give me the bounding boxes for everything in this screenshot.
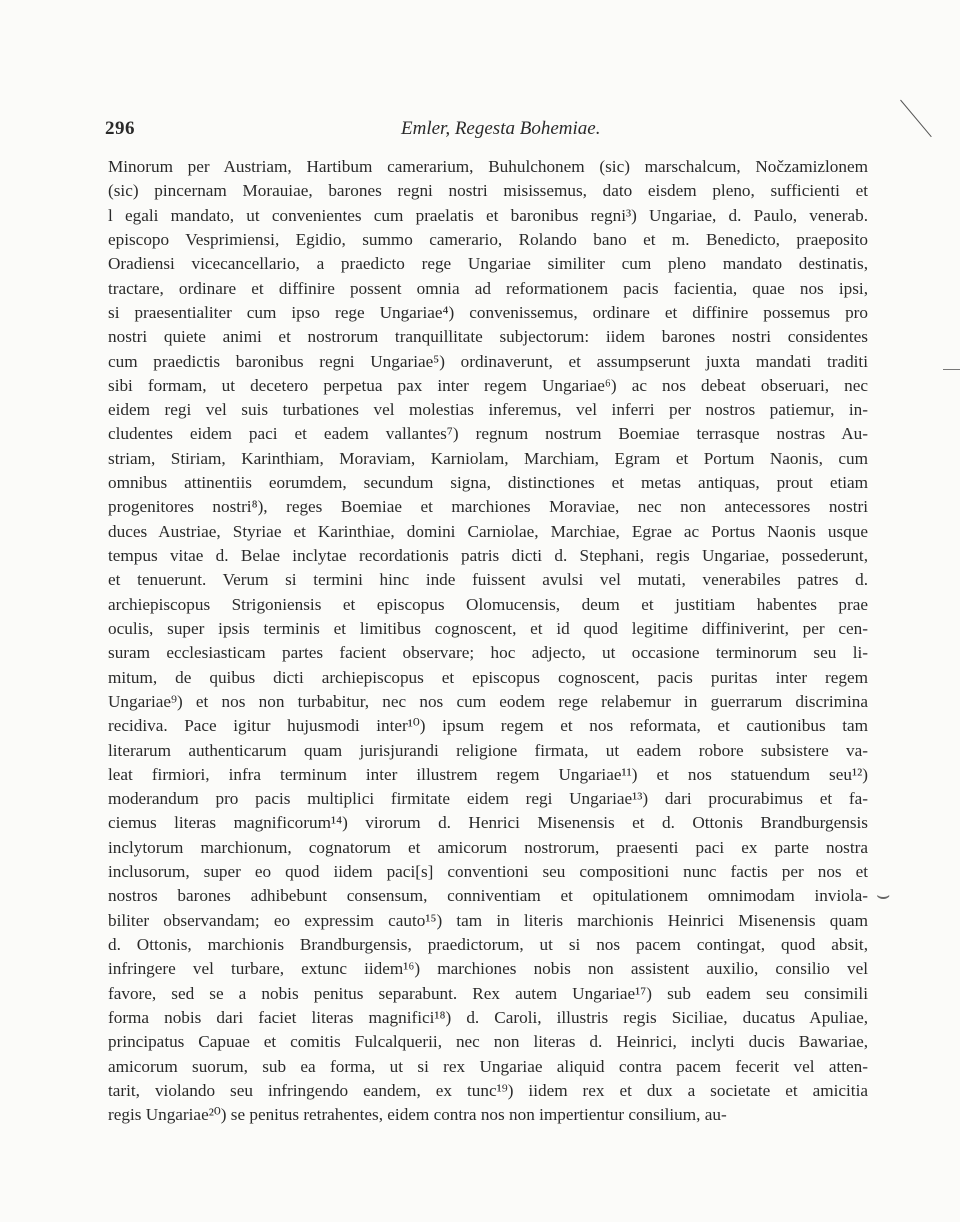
text-line: d. Ottonis, marchionis Brandburgensis, praedictorum, ut si nos pacem contingat, quod absit, (108, 935, 868, 954)
running-title: Emler, Regesta Bohemiae. (401, 118, 601, 139)
text-line: inclusorum, super eo quod iidem paci[s] conventioni seu compositioni nunc factis per nos et (108, 862, 868, 882)
text-line: biliter observandam; eo expressim cauto¹⁵) tam in literis marchionis Heinrici Misenensis quam (108, 910, 868, 930)
text-line: mitum, de quibus dicti archiepiscopus et episcopus cognoscent, pacis puritas inter regem (108, 667, 868, 687)
text-line: Minorum per Austriam, Hartibum camerarium, Buhulchonem (sic) marschalcum, Nočzamizlonem (108, 157, 868, 176)
text-line: amicorum suorum, sub ea forma, ut si rex Ungariae aliquid contra pacem fecerit vel atten- (108, 1056, 868, 1076)
text-line: episcopo Vesprimiensi, Egidio, summo camerario, Rolando bano et m. Benedicto, praeposito (108, 229, 868, 249)
text-line: nostri quiete animi et nostrorum tranquillitate subjectorum: iidem barones nostri considentes (108, 327, 868, 347)
text-line: infringere vel turbare, extunc iidem¹⁶) marchiones nobis non assistent auxilio, consilio vel (108, 959, 868, 979)
page-header (105, 118, 865, 144)
text-line: principatus Capuae et comitis Fulcalquerii, nec non literas d. Heinrici, inclyti ducis Bawariae, (108, 1032, 868, 1052)
text-line: eidem regi vel suis turbationes vel molestias inferemus, vel inferri per nostros patiemur, in- (108, 400, 868, 420)
text-line: l egali mandato, ut convenientes cum praelatis et baronibus regni³) Ungariae, d. Paulo, venerab. (108, 205, 868, 225)
text-line: et tenuerunt. Verum si termini hinc inde fuissent avulsi vel mutati, venerabiles patres d. (108, 570, 868, 590)
text-line: oculis, super ipsis terminis et limitibus cognoscent, et id quod legitime diffiniverint, per cen- (108, 618, 868, 638)
text-line: moderandum pro pacis multiplici firmitate eidem regi Ungariae¹³) dari procurabimus et fa- (108, 789, 868, 809)
text-line: Ungariae⁹) et nos non turbabitur, nec nos cum eodem rege relabemur in guerrarum discrimina (108, 691, 868, 711)
text-line: suram ecclesiasticam partes facient observare; hoc adjecto, ut occasione terminorum seu li- (108, 643, 868, 663)
text-line: cum praedictis baronibus regni Ungariae⁵) ordinaverunt, et assumpserunt juxta mandati traditi (108, 351, 868, 371)
text-line: favore, sed se a nobis penitus separabunt. Rex autem Ungariae¹⁷) sub eadem seu consimili (108, 983, 868, 1003)
text-line: leat firmiori, infra terminum inter illustrem regem Ungariae¹¹) et nos statuendum seu¹²) (108, 764, 868, 784)
text-line: archiepiscopus Strigoniensis et episcopus Olomucensis, deum et justitiam habentes prae (108, 594, 868, 614)
text-line: cludentes eidem paci et eadem vallantes⁷) regnum nostrum Boemiae terrasque nostras Au- (108, 424, 868, 444)
text-line: progenitores nostri⁸), reges Boemiae et marchiones Moraviae, nec non antecessores nostri (108, 497, 868, 517)
text-line: duces Austriae, Styriae et Karinthiae, domini Carniolae, Marchiae, Egrae ac Portus Naonis usque (108, 521, 868, 541)
text-line: literarum authenticarum quam jurisjurandi religione firmata, ut eadem robore subsistere va- (108, 740, 868, 760)
text-line: tempus vitae d. Belae inclytae recordationis patris dicti d. Stephani, regis Ungariae, possederunt, (108, 546, 868, 565)
margin-brace-icon: ⌣ (876, 882, 891, 907)
text-line: sibi formam, ut decetero perpetua pax inter regem Ungariae⁶) ac nos debeat obseruari, nec (108, 375, 868, 395)
text-line: inclytorum marchionum, cognatorum et amicorum nostrorum, praesenti paci ex parte nostra (108, 837, 868, 857)
text-line: tractare, ordinare et diffinire possent omnia ad reformationem pacis facientia, quae nos ipsi, (108, 278, 868, 298)
page-number: 296 (105, 118, 135, 139)
pencil-mark (900, 100, 932, 137)
text-line: ciemus literas magnificorum¹⁴) virorum d. Henrici Misenensis et d. Ottonis Brandburgensis (108, 813, 868, 833)
text-line: recidiva. Pace igitur hujusmodi inter¹⁰) ipsum regem et nos reformata, et cautionibus tam (108, 716, 868, 736)
body-text (108, 155, 868, 1128)
text-line: Oradiensi vicecancellario, a praedicto rege Ungariae similiter cum pleno mandato destinatis, (108, 254, 868, 274)
text-line: regis Ungariae²⁰) se penitus retrahentes, eidem contra nos non impertientur consilium, au- (108, 1105, 727, 1125)
text-line: (sic) pincernam Morauiae, barones regni nostri misissemus, dato eisdem pleno, sufficienti et (108, 181, 868, 201)
text-line: nostros barones adhibebunt consensum, conniventiam et opitulationem omnimodam inviola- (108, 886, 868, 906)
text-line: striam, Stiriam, Karinthiam, Moraviam, Karniolam, Marchiam, Egram et Portum Naonis, cum (108, 448, 868, 468)
text-line: si praesentialiter cum ipso rege Ungariae⁴) convenissemus, ordinare et diffinire possemus pro (108, 302, 868, 322)
text-line: tarit, violando seu infringendo eandem, ex tunc¹⁹) iidem rex et dux a societate et amicitia (108, 1080, 868, 1100)
margin-dash (943, 369, 960, 370)
text-line: forma nobis dari faciet literas magnifici¹⁸) d. Caroli, illustris regis Siciliae, ducatus Apuliae, (108, 1007, 868, 1027)
text-line: omnibus attinentiis eorumdem, secundum signa, distinctiones et metas antiquas, prout etiam (108, 473, 868, 493)
